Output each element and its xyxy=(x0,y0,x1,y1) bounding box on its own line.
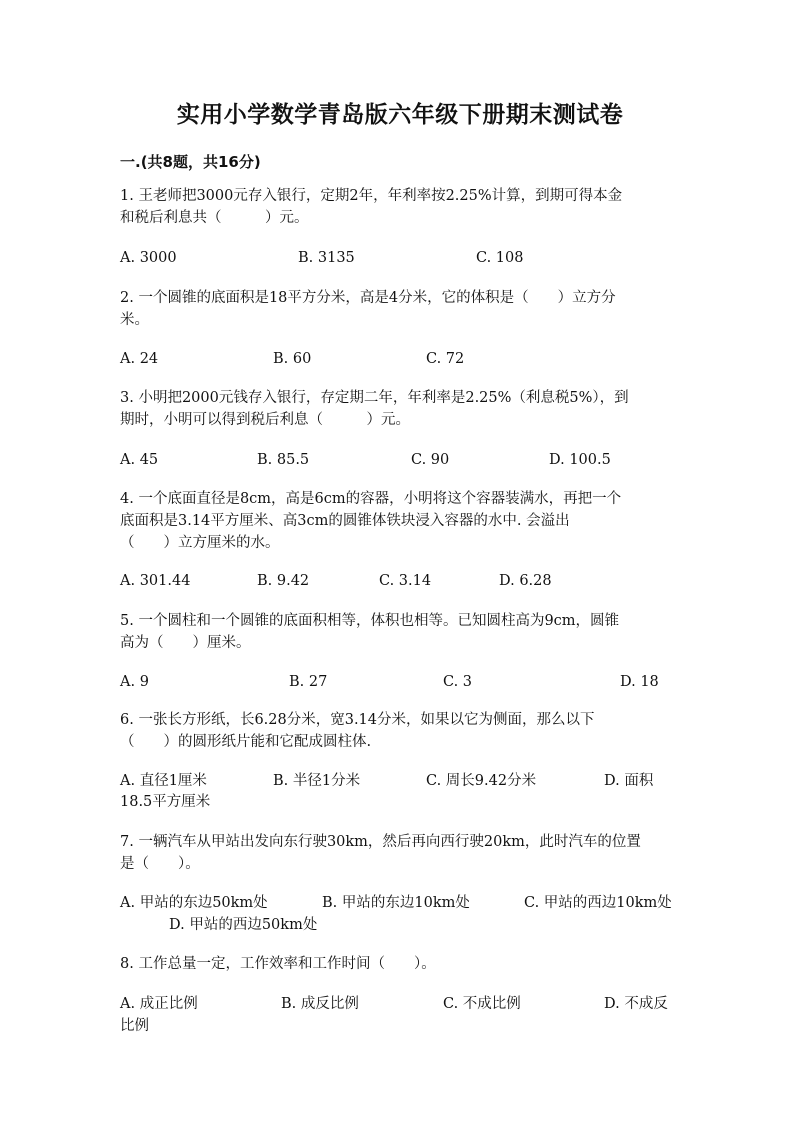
option-d-continuation: 比例 xyxy=(120,1018,149,1034)
section-heading: 一.(共8题，共16分) xyxy=(120,153,261,171)
option-c[interactable]: C. 3.14 xyxy=(379,573,432,589)
option-c[interactable]: C. 3 xyxy=(443,674,473,690)
option-c[interactable]: C. 周长9.42分米 xyxy=(426,773,537,789)
question-line: 5. 一个圆柱和一个圆锥的底面积相等，体积也相等。已知圆柱高为9cm，圆锥 xyxy=(120,613,620,629)
option-a[interactable]: A. 成正比例 xyxy=(120,996,198,1012)
option-c[interactable]: C. 72 xyxy=(426,351,465,367)
page-title: 实用小学数学青岛版六年级下册期末测试卷 xyxy=(176,102,624,128)
option-d[interactable]: D. 甲站的西边50km处 xyxy=(169,917,318,933)
option-a[interactable]: A. 24 xyxy=(120,351,159,367)
question-line: 是（ ）。 xyxy=(120,856,200,872)
option-d[interactable]: D. 18 xyxy=(620,674,659,690)
option-d-continuation: 18.5平方厘米 xyxy=(120,794,211,810)
question-line: 2. 一个圆锥的底面积是18平方分米，高是4分米，它的体积是（ ）立方分 xyxy=(120,290,616,306)
option-c[interactable]: C. 90 xyxy=(411,452,450,468)
option-a[interactable]: A. 3000 xyxy=(120,250,177,266)
question-8 xyxy=(120,953,682,975)
question-line: 7. 一辆汽车从甲站出发向东行驶30km，然后再向西行驶20km，此时汽车的位置 xyxy=(120,834,641,850)
question-line: （ ）立方厘米的水。 xyxy=(120,535,280,551)
option-b[interactable]: B. 甲站的东边10km处 xyxy=(322,895,470,911)
question-line: 1. 王老师把3000元存入银行，定期2年，年利率按2.25%计算，到期可得本金 xyxy=(120,188,623,204)
question-2 xyxy=(120,287,682,331)
question-line: 3. 小明把2000元钱存入银行，存定期二年，年利率是2.25%（利息税5%），到 xyxy=(120,390,629,406)
option-a[interactable]: A. 301.44 xyxy=(120,573,191,589)
option-b[interactable]: B. 85.5 xyxy=(257,452,310,468)
option-c[interactable]: C. 甲站的西边10km处 xyxy=(524,895,672,911)
question-line: 期时，小明可以得到税后利息（ ）元。 xyxy=(120,412,410,428)
option-b[interactable]: B. 成反比例 xyxy=(281,996,359,1012)
option-b[interactable]: B. 9.42 xyxy=(257,573,310,589)
option-a[interactable]: A. 45 xyxy=(120,452,159,468)
option-d[interactable]: D. 6.28 xyxy=(499,573,552,589)
question-line: 底面积是3.14平方厘米、高3cm的圆锥体铁块浸入容器的水中. 会溢出 xyxy=(120,513,570,529)
question-line: 8. 工作总量一定，工作效率和工作时间（ ）。 xyxy=(120,956,436,972)
question-line: （ ）的圆形纸片能和它配成圆柱体. xyxy=(120,734,372,750)
option-a[interactable]: A. 9 xyxy=(120,674,149,690)
question-1 xyxy=(120,185,682,229)
option-b[interactable]: B. 60 xyxy=(273,351,312,367)
question-7 xyxy=(120,831,682,875)
option-d[interactable]: D. 不成反 xyxy=(604,996,668,1012)
question-line: 米。 xyxy=(120,312,149,328)
question-4 xyxy=(120,488,682,554)
question-line: 6. 一张长方形纸，长6.28分米，宽3.14分米，如果以它为侧面，那么以下 xyxy=(120,712,595,728)
option-d[interactable]: D. 100.5 xyxy=(549,452,611,468)
option-d[interactable]: D. 面积 xyxy=(604,773,654,789)
option-b[interactable]: B. 3135 xyxy=(298,250,355,266)
option-c[interactable]: C. 108 xyxy=(476,250,524,266)
question-line: 4. 一个底面直径是8cm，高是6cm的容器，小明将这个容器装满水，再把一个 xyxy=(120,491,622,507)
question-6 xyxy=(120,709,682,753)
question-line: 高为（ ）厘米。 xyxy=(120,635,251,651)
question-3 xyxy=(120,387,682,431)
option-c[interactable]: C. 不成比例 xyxy=(443,996,521,1012)
option-b[interactable]: B. 27 xyxy=(289,674,328,690)
option-a[interactable]: A. 直径1厘米 xyxy=(120,773,207,789)
question-line: 和税后利息共（ ）元。 xyxy=(120,210,309,226)
option-a[interactable]: A. 甲站的东边50km处 xyxy=(120,895,268,911)
question-5 xyxy=(120,610,682,654)
option-b[interactable]: B. 半径1分米 xyxy=(273,773,361,789)
